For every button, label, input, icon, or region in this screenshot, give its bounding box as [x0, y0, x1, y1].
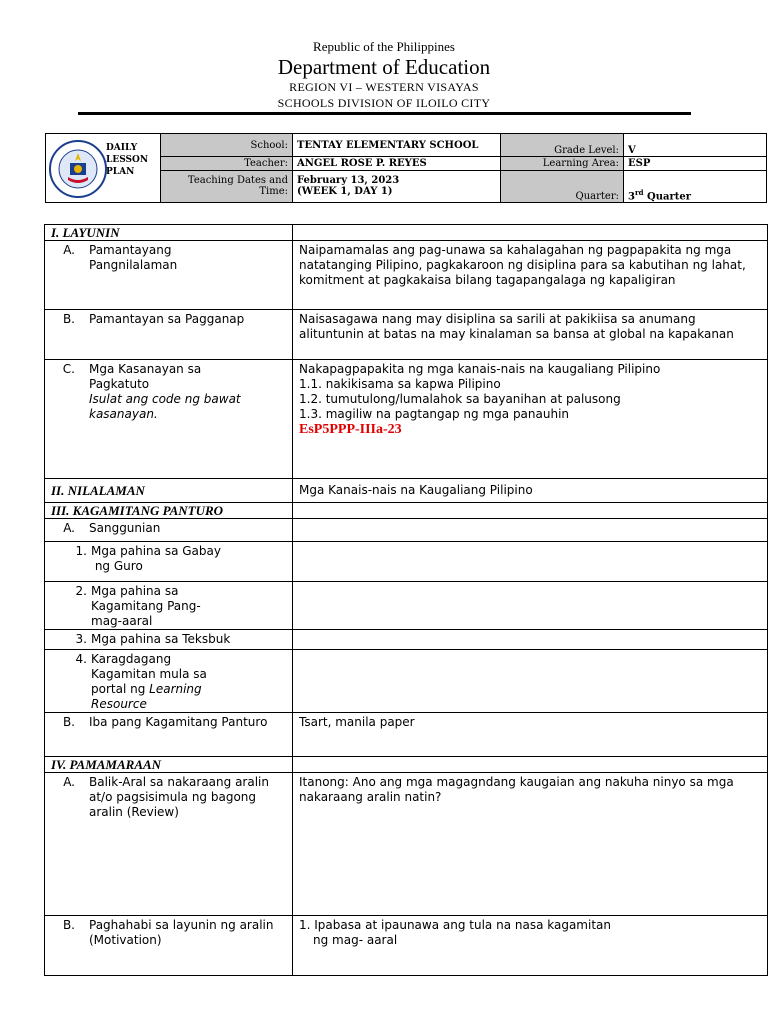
row-balik-aral — [45, 773, 293, 916]
empty-cell — [293, 519, 768, 542]
row-sanggunian — [45, 519, 293, 542]
empty-cell — [293, 503, 768, 519]
grade-value: V — [624, 134, 767, 157]
value-paghahabi — [293, 916, 768, 976]
area-label: Learning Area: — [501, 157, 624, 170]
row-number: 3. — [75, 632, 87, 646]
row-pamantayang-pangnilalaman — [45, 241, 293, 310]
logo-cell — [46, 134, 161, 203]
value-iba-pang-kagamitan: Tsart, manila paper — [293, 713, 768, 757]
row-label: Pamantayang Pangnilalaman — [89, 243, 178, 272]
row-label: at/o pagsisimula ng bagong — [89, 790, 257, 804]
row-label: Karagdagang — [91, 652, 172, 666]
quarter-word: Quarter — [643, 191, 692, 202]
section-pamamaraan: IV. PAMAMARAAN — [45, 757, 293, 773]
row-label: mag-aaral — [91, 614, 153, 628]
value-nilalaman: Mga Kanais-nais na Kaugaliang Pilipino — [293, 479, 768, 503]
row-letter: A. — [63, 775, 75, 789]
row-label: (Motivation) — [89, 933, 162, 947]
quarter-num: 3 — [628, 191, 635, 202]
row-label: Paghahabi sa layunin ng aralin — [89, 918, 274, 932]
row-letter: B. — [62, 312, 75, 326]
header-rule — [78, 112, 691, 115]
row-label: Mga pahina sa Gabay — [91, 544, 221, 558]
row-note: Isulat ang code ng bawat kasanayan. — [89, 392, 241, 421]
row-kagamitang-pang-mag-aaral — [45, 582, 293, 630]
empty-cell — [293, 630, 768, 650]
row-label: Kagamitan mula sa — [91, 667, 207, 681]
teacher-label: Teacher: — [161, 157, 293, 170]
dlp-line: LESSON — [106, 155, 149, 165]
row-kasanayan-pagkatuto — [45, 360, 293, 479]
value-line: 1. Ipabasa at ipaunawa ang tula na nasa kagamitan — [299, 918, 611, 932]
section-nilalaman: II. NILALAMAN — [45, 479, 293, 503]
empty-cell — [293, 582, 768, 630]
row-label-italic: Resource — [91, 697, 147, 711]
row-pamantayan-pagganap — [45, 310, 293, 360]
empty-cell — [293, 650, 768, 713]
row-letter: A. — [63, 521, 75, 535]
dates-label: Teaching Dates and Time: — [161, 170, 293, 202]
row-label: portal ng — [91, 682, 150, 696]
row-label: Iba pang Kagamitang Panturo — [89, 715, 268, 729]
empty-cell — [293, 225, 768, 241]
dates-line: (WEEK 1, DAY 1) — [297, 186, 393, 198]
quarter-label: Quarter: — [501, 170, 624, 202]
row-label: Kagamitang Pang- — [91, 599, 201, 613]
division-line: SCHOOLS DIVISION OF ILOILO CITY — [277, 96, 491, 110]
dates-value — [293, 170, 501, 202]
row-iba-pang-kagamitan — [45, 713, 293, 757]
empty-cell — [293, 542, 768, 582]
value-line: 1.2. tumutulong/lumalahok sa bayanihan at palusong — [299, 392, 621, 406]
quarter-sup: rd — [634, 187, 644, 197]
empty-cell — [293, 757, 768, 773]
area-value: ESP — [624, 157, 767, 170]
dlp-line: PLAN — [106, 167, 135, 177]
republic-line: Republic of the Philippines — [313, 39, 455, 54]
dates-line: February 13, 2023 — [297, 175, 400, 187]
row-letter: B. — [62, 918, 75, 932]
lesson-plan-table — [44, 224, 768, 976]
value-line: Nakapagpapakita ng mga kanais-nais na kaugaliang Pilipino — [299, 362, 661, 376]
value-line: 1.1. nakikisama sa kapwa Pilipino — [299, 377, 501, 391]
row-paghahabi — [45, 916, 293, 976]
row-label: Pamantayan sa Pagganap — [89, 312, 245, 326]
competency-code: EsP5PPP-IIIa-23 — [299, 422, 402, 437]
row-label: Mga pahina sa — [91, 584, 179, 598]
quarter-value — [624, 170, 767, 202]
section-kagamitan: III. KAGAMITANG PANTURO — [45, 503, 293, 519]
region-line: REGION VI – WESTERN VISAYAS — [289, 80, 479, 94]
row-label: ng Guro — [94, 559, 143, 573]
value-pamantayan-pagganap: Naisasagawa nang may disiplina sa sarili at pakikiisa sa anumang alituntunin at batas na may kinalaman sa bansa at global na kapakanan — [293, 310, 768, 360]
row-label: Sanggunian — [89, 521, 161, 535]
row-letter: B. — [62, 715, 75, 729]
value-line: ng mag- aaral — [313, 933, 398, 947]
row-label: aralin (Review) — [89, 805, 179, 819]
value-pamantayang-pangnilalaman: Naipamamalas ang pag-unawa sa kahalagahan ng pagpapakita ng mga natatanging Pilipino, pagkakaroon ng disiplina para sa kabutihan ng lahat, komitment at pagkakaisa bilang tagapangalaga ng kapaligiran — [293, 241, 768, 310]
row-teksbuk — [45, 630, 293, 650]
value-line: 1.3. magiliw na pagtangap ng mga panauhin — [299, 407, 570, 421]
row-letter: A. — [63, 243, 75, 257]
lesson-info-table — [45, 133, 767, 203]
school-label: School: — [161, 134, 293, 157]
value-balik-aral: Itanong: Ano ang mga magagndang kaugaian ang nakuha ninyo sa mga nakaraang aralin natin? — [293, 773, 768, 916]
row-letter: C. — [62, 362, 75, 376]
row-number: 1. — [75, 544, 87, 558]
row-number: 2. — [75, 584, 87, 598]
school-value: TENTAY ELEMENTARY SCHOOL — [293, 134, 501, 157]
grade-label: Grade Level: — [501, 134, 624, 157]
dlp-line: DAILY — [106, 143, 138, 153]
deped-seal-icon — [48, 139, 108, 199]
section-layunin: I. LAYUNIN — [45, 225, 293, 241]
row-label: Mga pahina sa Teksbuk — [91, 632, 231, 646]
row-karagdagang-kagamitan — [45, 650, 293, 713]
dlp-label — [106, 142, 148, 178]
row-label: Balik-Aral sa nakaraang aralin — [89, 775, 269, 789]
teacher-value: ANGEL ROSE P. REYES — [293, 157, 501, 170]
row-number: 4. — [75, 652, 87, 666]
row-label-italic: Learning — [149, 682, 202, 696]
department-title: Department of Education — [277, 55, 491, 79]
row-gabay-guro — [45, 542, 293, 582]
value-kasanayan-pagkatuto — [293, 360, 768, 479]
row-label: Mga Kasanayan sa Pagkatuto — [89, 362, 202, 391]
